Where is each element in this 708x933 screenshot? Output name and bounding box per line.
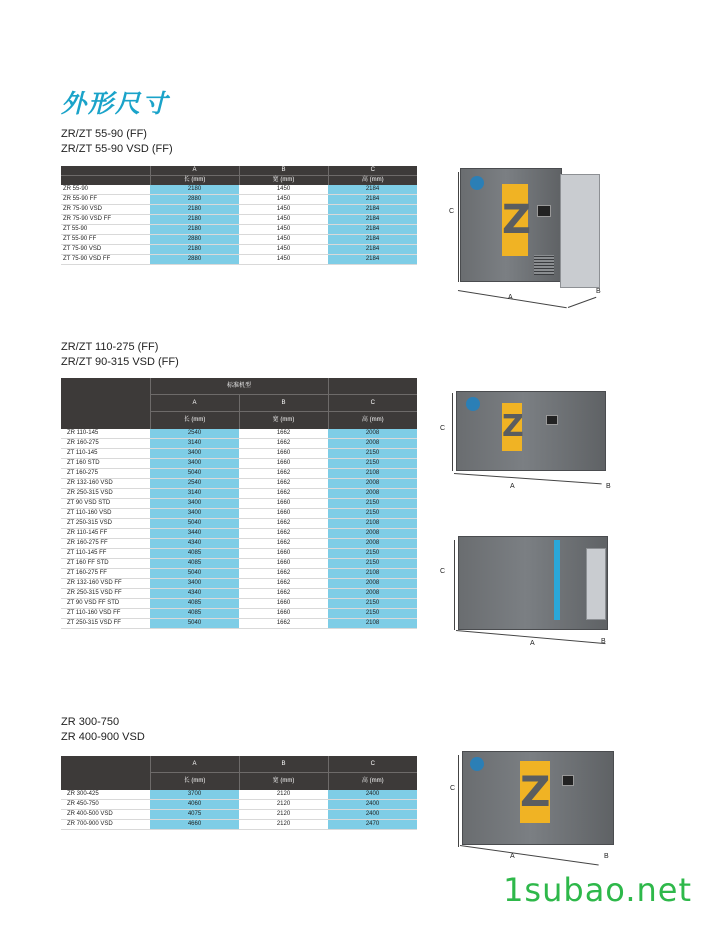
width-cell: 1662	[239, 489, 328, 499]
length-cell: 5040	[150, 619, 239, 629]
table-row	[61, 790, 417, 800]
model-cell: ZR 160-275 FF	[61, 539, 150, 549]
dimension-table-1	[61, 166, 417, 265]
length-cell: 2180	[150, 215, 239, 225]
height-cell: 2008	[328, 479, 417, 489]
header-blank	[61, 176, 150, 186]
col-letter-a: A	[150, 756, 239, 773]
table-row	[61, 499, 417, 509]
height-cell: 2108	[328, 469, 417, 479]
width-cell: 2120	[239, 800, 328, 810]
width-cell: 1450	[239, 215, 328, 225]
section3-title-line: ZR 300-750	[61, 716, 120, 728]
col-unit-length: 长 (mm)	[150, 773, 239, 791]
length-cell: 4075	[150, 810, 239, 820]
height-cell: 2184	[328, 225, 417, 235]
width-cell: 1662	[239, 439, 328, 449]
length-cell: 2540	[150, 479, 239, 489]
control-screen	[537, 205, 551, 217]
height-cell: 2150	[328, 459, 417, 469]
dimension-line-c	[458, 755, 459, 847]
model-cell: ZT 90 VSD FF STD	[61, 599, 150, 609]
length-cell: 3400	[150, 459, 239, 469]
height-cell: 2108	[328, 569, 417, 579]
width-cell: 1662	[239, 519, 328, 529]
width-cell: 1450	[239, 195, 328, 205]
watermark: 1subao.net	[503, 871, 692, 909]
table-row	[61, 800, 417, 810]
section3-title-line: ZR 400-900 VSD	[61, 731, 145, 743]
model-cell: ZR 450-750	[61, 800, 150, 810]
page-title: 外形尺寸	[61, 89, 170, 118]
length-cell: 5040	[150, 569, 239, 579]
height-cell: 2150	[328, 499, 417, 509]
col-unit-height: 高 (mm)	[328, 773, 417, 791]
length-cell: 3140	[150, 439, 239, 449]
model-cell: ZT 110-145	[61, 449, 150, 459]
table-row	[61, 195, 417, 205]
section2-title-line: ZR/ZT 110-275 (FF)	[61, 341, 159, 353]
col-letter-b: B	[239, 395, 328, 412]
model-cell: ZT 110-160 VSD FF	[61, 609, 150, 619]
table-row	[61, 429, 417, 439]
width-cell: 1660	[239, 549, 328, 559]
model-cell: ZR 250-315 VSD	[61, 489, 150, 499]
table-row	[61, 459, 417, 469]
table-row	[61, 225, 417, 235]
col-unit-height: 高 (mm)	[328, 176, 417, 186]
length-cell: 2540	[150, 429, 239, 439]
col-letter-a: A	[150, 166, 239, 176]
width-cell: 1450	[239, 185, 328, 195]
dimension-line-a	[460, 845, 599, 865]
col-unit-width: 宽 (mm)	[239, 773, 328, 791]
length-cell: 2180	[150, 245, 239, 255]
length-cell: 3400	[150, 499, 239, 509]
model-cell: ZT 160-275 FF	[61, 569, 150, 579]
height-cell: 2150	[328, 609, 417, 619]
section1-title	[61, 127, 173, 157]
dimension-table-3	[61, 756, 417, 830]
width-cell: 1660	[239, 609, 328, 619]
z-panel: Z	[502, 403, 522, 451]
model-cell: ZT 160 STD	[61, 459, 150, 469]
label-b: B	[604, 853, 609, 860]
table-row	[61, 449, 417, 459]
dimension-line-c	[452, 393, 453, 471]
width-cell: 1450	[239, 205, 328, 215]
model-cell: ZR 700-900 VSD	[61, 820, 150, 830]
height-cell: 2008	[328, 429, 417, 439]
width-cell: 1662	[239, 539, 328, 549]
dimension-line-c	[454, 540, 455, 630]
compressor-side	[560, 174, 600, 288]
length-cell: 3400	[150, 449, 239, 459]
height-cell: 2184	[328, 235, 417, 245]
model-cell: ZT 250-315 VSD FF	[61, 619, 150, 629]
table-row	[61, 185, 417, 195]
width-cell: 1662	[239, 619, 328, 629]
length-cell: 4060	[150, 800, 239, 810]
height-cell: 2008	[328, 539, 417, 549]
table-row	[61, 519, 417, 529]
section2-title-line: ZR/ZT 90-315 VSD (FF)	[61, 356, 179, 368]
compressor-image-4	[440, 745, 620, 865]
width-cell: 1450	[239, 245, 328, 255]
label-a: A	[510, 483, 515, 490]
section3-title	[61, 715, 145, 745]
height-cell: 2008	[328, 579, 417, 589]
height-cell: 2470	[328, 820, 417, 830]
height-cell: 2400	[328, 790, 417, 800]
model-cell: ZR 300-425	[61, 790, 150, 800]
model-cell: ZR 160-275	[61, 439, 150, 449]
col-unit-width: 宽 (mm)	[239, 412, 328, 430]
height-cell: 2184	[328, 215, 417, 225]
width-cell: 1450	[239, 225, 328, 235]
label-a: A	[508, 294, 513, 301]
width-cell: 1662	[239, 569, 328, 579]
model-cell: ZT 160-275	[61, 469, 150, 479]
model-cell: ZT 75-90 VSD FF	[61, 255, 150, 265]
dimension-line-a	[454, 473, 602, 484]
length-cell: 4085	[150, 549, 239, 559]
label-b: B	[601, 638, 606, 645]
dimension-table-2	[61, 378, 417, 629]
height-cell: 2400	[328, 810, 417, 820]
col-letter-c: C	[328, 756, 417, 773]
length-cell: 3400	[150, 509, 239, 519]
width-cell: 2120	[239, 820, 328, 830]
table-row	[61, 820, 417, 830]
width-cell: 1662	[239, 529, 328, 539]
model-cell: ZT 160 FF STD	[61, 559, 150, 569]
height-cell: 2008	[328, 529, 417, 539]
label-c: C	[450, 785, 456, 792]
col-unit-width: 宽 (mm)	[239, 176, 328, 186]
model-cell: ZR 132-160 VSD	[61, 479, 150, 489]
width-cell: 1660	[239, 509, 328, 519]
vent-grille	[534, 255, 554, 275]
length-cell: 3700	[150, 790, 239, 800]
header-empty	[328, 378, 417, 395]
compressor-side	[586, 548, 606, 620]
col-unit-length: 长 (mm)	[150, 412, 239, 430]
table-row	[61, 205, 417, 215]
brand-logo-icon	[470, 757, 484, 771]
model-cell: ZR 75-90 VSD FF	[61, 215, 150, 225]
table-row	[61, 609, 417, 619]
table-row	[61, 479, 417, 489]
control-screen	[546, 415, 558, 425]
model-cell: ZT 55-90 FF	[61, 235, 150, 245]
group-header: 标准机型	[150, 378, 328, 395]
width-cell: 1662	[239, 579, 328, 589]
header-blank	[61, 378, 150, 429]
length-cell: 4660	[150, 820, 239, 830]
height-cell: 2150	[328, 449, 417, 459]
height-cell: 2008	[328, 439, 417, 449]
header-blank	[61, 756, 150, 790]
length-cell: 2880	[150, 255, 239, 265]
height-cell: 2184	[328, 245, 417, 255]
label-c: C	[449, 208, 455, 215]
table-row	[61, 489, 417, 499]
z-panel: Z	[520, 761, 550, 823]
brand-logo-icon	[466, 397, 480, 411]
length-cell: 2180	[150, 205, 239, 215]
label-c: C	[440, 568, 446, 575]
blue-stripe	[554, 540, 560, 620]
width-cell: 1662	[239, 429, 328, 439]
col-letter-c: C	[328, 395, 417, 412]
length-cell: 2880	[150, 235, 239, 245]
col-letter-b: B	[239, 166, 328, 176]
length-cell: 2180	[150, 185, 239, 195]
table-row	[61, 439, 417, 449]
model-cell: ZT 75-90 VSD	[61, 245, 150, 255]
table-row	[61, 215, 417, 225]
col-letter-a: A	[150, 395, 239, 412]
table-row	[61, 559, 417, 569]
compressor-image-1	[440, 160, 610, 310]
height-cell: 2184	[328, 255, 417, 265]
width-cell: 1660	[239, 459, 328, 469]
height-cell: 2150	[328, 559, 417, 569]
table-row	[61, 579, 417, 589]
control-screen	[562, 775, 574, 786]
width-cell: 1450	[239, 255, 328, 265]
model-cell: ZT 250-315 VSD	[61, 519, 150, 529]
dimension-line-c	[458, 172, 459, 282]
height-cell: 2008	[328, 489, 417, 499]
compressor-image-2	[436, 385, 616, 495]
table-row	[61, 589, 417, 599]
table-row	[61, 810, 417, 820]
header-blank	[61, 166, 150, 176]
model-cell: ZR 110-145 FF	[61, 529, 150, 539]
brand-logo-icon	[470, 176, 484, 190]
height-cell: 2184	[328, 205, 417, 215]
model-cell: ZR 400-500 VSD	[61, 810, 150, 820]
model-cell: ZT 55-90	[61, 225, 150, 235]
section2-title	[61, 340, 179, 370]
table-row	[61, 569, 417, 579]
model-cell: ZT 110-145 FF	[61, 549, 150, 559]
length-cell: 3400	[150, 579, 239, 589]
col-unit-length: 长 (mm)	[150, 176, 239, 186]
length-cell: 3440	[150, 529, 239, 539]
table-row	[61, 235, 417, 245]
width-cell: 1662	[239, 479, 328, 489]
table-row	[61, 469, 417, 479]
length-cell: 4085	[150, 559, 239, 569]
width-cell: 1660	[239, 599, 328, 609]
model-cell: ZR 110-145	[61, 429, 150, 439]
col-letter-c: C	[328, 166, 417, 176]
dimension-line-b	[568, 297, 597, 308]
width-cell: 2120	[239, 810, 328, 820]
section1-title-line: ZR/ZT 55-90 (FF)	[61, 128, 147, 140]
table-row	[61, 509, 417, 519]
model-cell: ZR 55-90	[61, 185, 150, 195]
height-cell: 2184	[328, 195, 417, 205]
width-cell: 2120	[239, 790, 328, 800]
table-row	[61, 599, 417, 609]
section1-title-line: ZR/ZT 55-90 VSD (FF)	[61, 143, 173, 155]
table-row	[61, 539, 417, 549]
length-cell: 4085	[150, 609, 239, 619]
height-cell: 2150	[328, 509, 417, 519]
model-cell: ZT 110-160 VSD	[61, 509, 150, 519]
table-row	[61, 529, 417, 539]
length-cell: 3140	[150, 489, 239, 499]
width-cell: 1660	[239, 499, 328, 509]
length-cell: 4085	[150, 599, 239, 609]
width-cell: 1450	[239, 235, 328, 245]
width-cell: 1662	[239, 469, 328, 479]
table-row	[61, 549, 417, 559]
model-cell: ZR 75-90 VSD	[61, 205, 150, 215]
model-cell: ZR 250-315 VSD FF	[61, 589, 150, 599]
length-cell: 4340	[150, 539, 239, 549]
height-cell: 2150	[328, 599, 417, 609]
width-cell: 1660	[239, 449, 328, 459]
label-b: B	[596, 288, 601, 295]
length-cell: 2880	[150, 195, 239, 205]
label-b: B	[606, 483, 611, 490]
length-cell: 5040	[150, 519, 239, 529]
compressor-image-3	[436, 530, 616, 650]
col-letter-b: B	[239, 756, 328, 773]
label-a: A	[510, 853, 515, 860]
model-cell: ZR 55-90 FF	[61, 195, 150, 205]
height-cell: 2008	[328, 589, 417, 599]
width-cell: 1660	[239, 559, 328, 569]
height-cell: 2108	[328, 619, 417, 629]
model-cell: ZR 132-160 VSD FF	[61, 579, 150, 589]
col-unit-height: 高 (mm)	[328, 412, 417, 430]
label-a: A	[530, 640, 535, 647]
table-row	[61, 619, 417, 629]
table-row	[61, 245, 417, 255]
height-cell: 2108	[328, 519, 417, 529]
label-c: C	[440, 425, 446, 432]
height-cell: 2184	[328, 185, 417, 195]
z-panel: Z	[502, 184, 528, 256]
length-cell: 5040	[150, 469, 239, 479]
model-cell: ZT 90 VSD STD	[61, 499, 150, 509]
height-cell: 2150	[328, 549, 417, 559]
length-cell: 4340	[150, 589, 239, 599]
height-cell: 2400	[328, 800, 417, 810]
width-cell: 1662	[239, 589, 328, 599]
table-row	[61, 255, 417, 265]
length-cell: 2180	[150, 225, 239, 235]
